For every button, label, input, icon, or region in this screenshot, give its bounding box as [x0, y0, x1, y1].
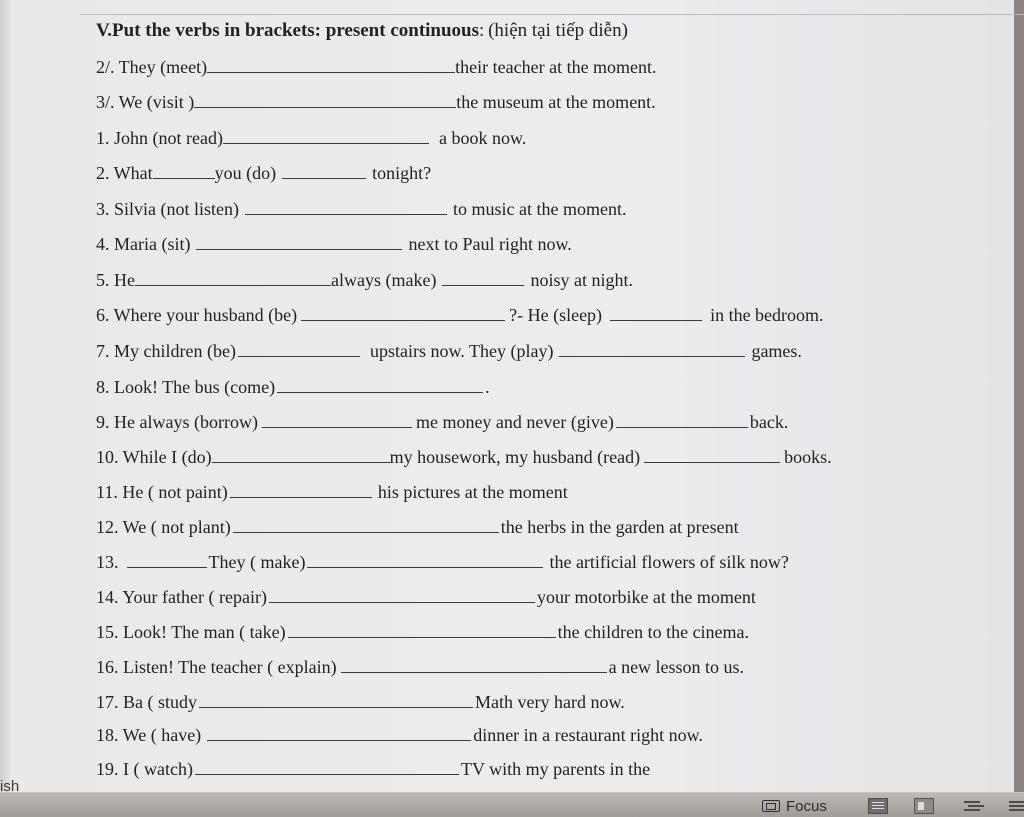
exercise-line: 13. They ( make) the artificial flowers of silk now?	[96, 552, 789, 572]
exercise-line: 8. Look! The bus (come) .	[96, 377, 490, 397]
answer-blank[interactable]	[245, 198, 447, 215]
focus-icon	[762, 800, 780, 812]
answer-blank[interactable]	[341, 656, 607, 673]
answer-blank[interactable]	[616, 411, 748, 428]
answer-blank[interactable]	[223, 127, 429, 144]
exercise-line: 12. We ( not plant) the herbs in the garden at present	[96, 517, 739, 537]
answer-blank[interactable]	[230, 481, 372, 498]
answer-blank[interactable]	[233, 516, 499, 533]
exercise-line: 6. Where your husband (be) ?- He (sleep) in the bedroom.	[96, 305, 824, 325]
answer-blank[interactable]	[301, 304, 505, 321]
exercise-line: 18. We ( have) dinner in a restaurant right now.	[96, 725, 703, 745]
answer-blank[interactable]	[559, 340, 745, 357]
exercise-line: 3. Silvia (not listen) to music at the moment.	[96, 199, 627, 219]
exercise-line: 11. He ( not paint) his pictures at the moment	[96, 482, 568, 502]
exercise-line: 15. Look! The man ( take) the children to the cinema.	[96, 622, 750, 642]
exercise-line: 17. Ba ( study Math very hard now.	[96, 692, 625, 712]
answer-blank[interactable]	[127, 551, 207, 568]
focus-button[interactable]	[762, 797, 827, 815]
answer-blank[interactable]	[207, 56, 455, 73]
exercise-line: 14. Your father ( repair) your motorbike at the moment	[96, 587, 756, 607]
exercise-line: 2/. They (meet) their teacher at the moment.	[96, 57, 657, 77]
answer-blank[interactable]	[288, 621, 556, 638]
answer-blank[interactable]	[442, 269, 524, 286]
answer-blank[interactable]	[153, 162, 215, 179]
answer-blank[interactable]	[199, 691, 473, 708]
answer-blank[interactable]	[644, 446, 780, 463]
answer-blank[interactable]	[196, 233, 402, 250]
print-layout-icon[interactable]	[868, 798, 888, 814]
exercise-line: 1. John (not read) a book now.	[96, 128, 527, 148]
web-layout-icon[interactable]	[914, 798, 934, 814]
answer-blank[interactable]	[194, 91, 456, 108]
answer-blank[interactable]	[269, 586, 535, 603]
heading-note: (hiện tại tiếp diễn)	[488, 20, 628, 41]
answer-blank[interactable]	[307, 551, 543, 568]
language-indicator[interactable]: ish	[0, 778, 20, 795]
answer-blank[interactable]	[610, 304, 702, 321]
exercise-line: 9. He always (borrow) me money and never (give) back.	[96, 412, 789, 432]
answer-blank[interactable]	[282, 162, 366, 179]
answer-blank[interactable]	[262, 411, 412, 428]
draft-icon[interactable]	[1006, 798, 1024, 814]
exercise-line: 5. He always (make) noisy at night.	[96, 270, 633, 290]
answer-blank[interactable]	[238, 340, 360, 357]
exercise-line: 16. Listen! The teacher ( explain) a new lesson to us.	[96, 657, 745, 677]
exercise-heading: V.Put the verbs in brackets: present continuous: (hiện tại tiếp diễn)	[96, 20, 628, 41]
exercise-line: 2. What you (do) tonight?	[96, 163, 432, 183]
exercise-line: 7. My children (be) upstairs now. They (play) games.	[96, 341, 802, 361]
outline-icon[interactable]	[962, 798, 982, 814]
answer-blank[interactable]	[135, 269, 331, 286]
exercise-line: 4. Maria (sit) next to Paul right now.	[96, 234, 572, 254]
answer-blank[interactable]	[207, 724, 471, 741]
page-edge	[0, 0, 10, 792]
focus-label: Focus	[786, 797, 827, 815]
answer-blank[interactable]	[277, 376, 483, 393]
exercise-line: 19. I ( watch) TV with my parents in the	[96, 759, 651, 779]
exercise-line: 3/. We (visit ) the museum at the moment.	[96, 92, 656, 112]
exercise-line: 10. While I (do) my housework, my husband (read) books.	[96, 447, 832, 467]
answer-blank[interactable]	[195, 758, 459, 775]
ruler-line	[80, 14, 1024, 15]
answer-blank[interactable]	[212, 446, 390, 463]
